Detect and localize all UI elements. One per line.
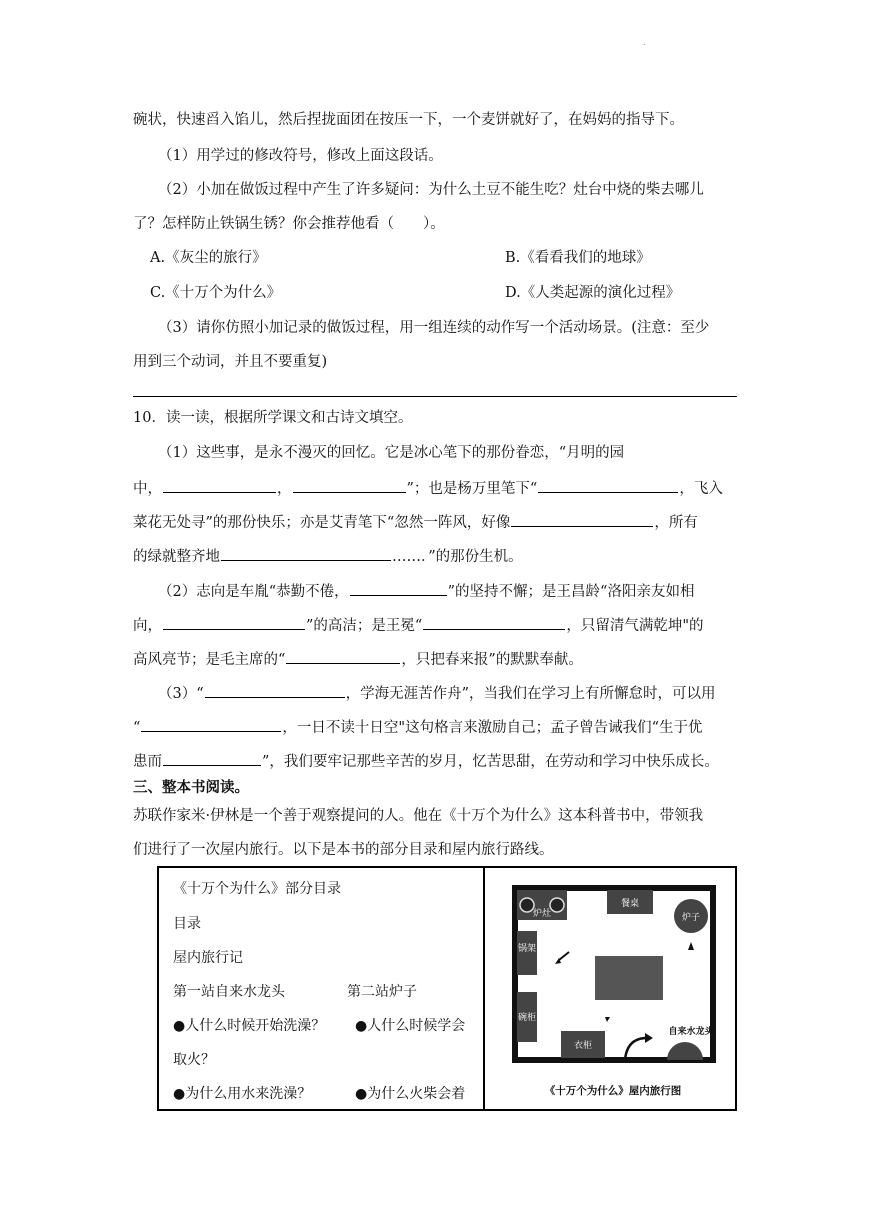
option-a[interactable]: A.《灰尘的旅行》 xyxy=(150,250,267,266)
question-2-cont: 了？怎样防止铁锅生锈？你会推荐他看（ ）。 xyxy=(133,216,445,232)
toc-item: ●为什么火柴会着 xyxy=(355,1086,466,1102)
text: “ xyxy=(133,720,141,736)
text-line: 碗状，快速舀入馅儿，然后捏拢面团在按压一下，一个麦饼就好了，在妈妈的指导下。 xyxy=(133,112,684,128)
text: （2）志向是车胤“恭勤不倦， xyxy=(158,584,349,600)
toc-item: ●为什么用水来洗澡？ xyxy=(173,1086,312,1102)
map-label-cupboard: 餐桌 xyxy=(620,899,640,909)
map-arrow xyxy=(625,1038,647,1060)
map-table xyxy=(595,956,663,1000)
fill-1-line-a: （1）这些事，是永不漫灭的回忆。它是冰心笔下的那份眷恋，“月明的园 xyxy=(158,445,625,461)
map-label-wardrobe: 衣柜 xyxy=(573,1041,593,1051)
map-label-bowl-cabinet: 碗柜 xyxy=(517,1013,537,1023)
text: ， xyxy=(277,481,292,497)
text: 向， xyxy=(133,618,162,634)
blank[interactable] xyxy=(163,477,276,493)
fill-2-line-a xyxy=(158,580,694,602)
map-label-furnace: 炉子 xyxy=(681,913,701,923)
text: ，所有 xyxy=(654,515,698,531)
text: ，一日不读十日空"这句格言来激励自己；孟子曾告诫我们“生于优 xyxy=(282,720,703,736)
question-1: （1）用学过的修改符号，修改上面这段话。 xyxy=(158,148,443,164)
blank[interactable] xyxy=(293,477,406,493)
house-map xyxy=(495,876,729,1104)
answer-line[interactable] xyxy=(133,396,737,397)
text: ……．”的那份生机。 xyxy=(392,549,523,565)
toc-item: ●人什么时候学会 xyxy=(355,1018,466,1034)
blank[interactable] xyxy=(511,511,653,527)
map-arrow xyxy=(688,942,694,950)
text: ”；也是杨万里笔下“ xyxy=(406,481,538,497)
fill-3-line-b xyxy=(133,716,703,738)
toc-item: ●人什么时候开始洗澡？ xyxy=(173,1018,326,1034)
text: ，只留清气满乾坤"的 xyxy=(566,618,704,634)
option-b[interactable]: B.《看看我们的地球》 xyxy=(505,250,651,266)
blank[interactable] xyxy=(350,580,447,596)
blank[interactable] xyxy=(163,614,305,630)
text: ，只把春来报”的默默奉献。 xyxy=(401,652,583,668)
text: 的绿就整齐地 xyxy=(133,549,220,565)
toc-item-cont: 取火？ xyxy=(173,1052,215,1068)
book-table xyxy=(157,866,737,1111)
map-label-tap: 自来水龙头 xyxy=(668,1027,714,1037)
blank[interactable] xyxy=(423,614,565,630)
blank[interactable] xyxy=(221,545,391,561)
map-tap xyxy=(667,1042,703,1060)
toc-title: 《十万个为什么》部分目录 xyxy=(173,881,341,897)
page-dot: . xyxy=(643,38,646,47)
question-3-cont: 用到三个动词，并且不要重复) xyxy=(133,354,328,370)
text: ”，我们要牢记那些辛苦的岁月，忆苦思甜，在劳动和学习中快乐成长。 xyxy=(262,754,719,770)
toc-section: 屋内旅行记 xyxy=(173,950,243,966)
option-c[interactable]: C.《十万个为什么》 xyxy=(150,285,282,301)
blank[interactable] xyxy=(205,682,345,698)
fill-1-line-d xyxy=(133,545,523,567)
text: 中， xyxy=(133,481,162,497)
map-caption: 《十万个为什么》屋内旅行图 xyxy=(544,1085,682,1097)
text: ，学海无涯苦作舟”，当我们在学习上有所懈怠时，可以用 xyxy=(345,686,716,702)
map-label-pot-rack: 锅架 xyxy=(517,944,537,954)
question-3: （3）请你仿照小加记录的做饭过程，用一组连续的动作写一个活动场景。(注意：至少 xyxy=(158,320,710,336)
question-10: 10．读一读，根据所学课文和古诗文填空。 xyxy=(133,410,413,426)
text: ”的高洁；是王冕“ xyxy=(306,618,423,634)
fill-3-line-a xyxy=(158,682,716,704)
question-2: （2）小加在做饭过程中产生了许多疑问：为什么土豆不能生吃？灶台中烧的柴去哪儿 xyxy=(158,182,704,198)
blank[interactable] xyxy=(538,477,678,493)
blank[interactable] xyxy=(163,750,261,766)
text: （3）“ xyxy=(158,686,204,702)
fill-1-line-b xyxy=(133,477,723,499)
option-d[interactable]: D.《人类起源的演化过程》 xyxy=(505,285,681,301)
blank[interactable] xyxy=(286,648,400,664)
map-arrow xyxy=(605,1017,610,1022)
section-3-heading: 三、整本书阅读。 xyxy=(133,780,249,796)
fill-2-line-b xyxy=(133,614,704,636)
intro-line-2: 们进行了一次屋内旅行。以下是本书的部分目录和屋内旅行路线。 xyxy=(133,842,554,858)
table-divider xyxy=(483,868,485,1109)
text: ，飞入 xyxy=(679,481,723,497)
intro-line-1: 苏联作家米·伊林是一个善于观察提问的人。他在《十万个为什么》这本科普书中，带领我 xyxy=(133,808,704,824)
text: ”的坚持不懈；是王昌龄“洛阳亲友如相 xyxy=(447,584,695,600)
text: 患而 xyxy=(133,754,162,770)
fill-3-line-c xyxy=(133,750,719,772)
toc-station-2: 第二站炉子 xyxy=(347,984,417,1000)
text: 菜花无处寻”的那份快乐；亦是艾青笔下“忽然一阵风，好像 xyxy=(133,515,511,531)
map-arrow xyxy=(559,952,569,960)
text: 高风亮节；是毛主席的“ xyxy=(133,652,286,668)
toc-station-1: 第一站自来水龙头 xyxy=(173,984,285,1000)
map-label-stove: 炉灶 xyxy=(532,909,552,919)
blank[interactable] xyxy=(141,716,281,732)
toc-label: 目录 xyxy=(173,916,201,932)
fill-1-line-c xyxy=(133,511,698,533)
fill-2-line-c xyxy=(133,648,583,670)
